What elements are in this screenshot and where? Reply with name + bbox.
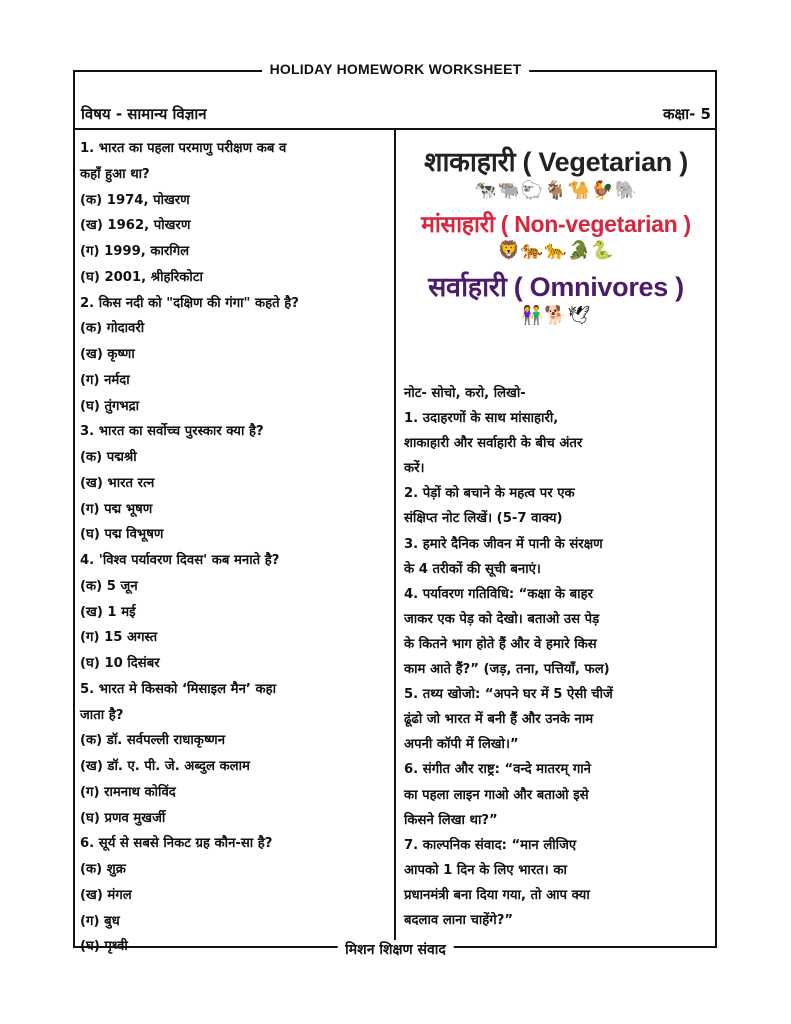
question-line: जाता है?	[80, 707, 124, 723]
option-line: (ख) डॉ. ए. पी. जे. अब्दुल कलाम	[80, 759, 250, 774]
note-line: प्रधानमंत्री बना दिया गया, तो आप क्या	[404, 887, 590, 903]
note-line: 5. तथ्य खोजो: “अपने घर में 5 ऐसी चीजें	[404, 687, 613, 703]
option-line: (घ) प्रणव मुखर्जी	[80, 810, 166, 826]
note-line: जाकर एक पेड़ को देखो। बताओ उस पेड़	[404, 611, 600, 627]
question-line: 3. भारत का सर्वोच्च पुरस्कार क्या है?	[80, 424, 264, 440]
option-line: (ख) कृष्णा	[80, 347, 135, 362]
option-line: (ग) नर्मदा	[80, 372, 130, 388]
note-line: करें।	[404, 461, 425, 477]
option-line: (क) 1974, पोखरण	[80, 192, 190, 208]
option-line: (क) पद्मश्री	[80, 450, 137, 465]
non-vegetarian-heading: मांसाहारी ( Non-vegetarian )	[421, 211, 691, 237]
note-line: बदलाव लाना चाहेंगे?”	[404, 912, 514, 928]
option-line: (ख) मंगल	[80, 887, 132, 903]
omnivore-animals-icon: 👫🐕🕊	[520, 305, 592, 326]
note-line: ढूंढो जो भारत में बनी हैं और उनके नाम	[404, 712, 594, 728]
option-line: (ख) भारत रत्न	[80, 475, 155, 491]
note-line: शाकाहारी और सर्वाहारी के बीच अंतर	[404, 436, 583, 452]
note-heading: नोट- सोचो, करो, लिखो-	[404, 386, 526, 401]
class-label: कक्षा- 5	[662, 105, 711, 123]
questions-column	[80, 136, 390, 960]
note-line: के कितने भाग होते हैं और वे हमारे किस	[404, 636, 597, 652]
option-line: (क) डॉ. सर्वपल्ली राधाकृष्णन	[80, 733, 226, 749]
question-line: कहाँ हुआ था?	[80, 166, 150, 182]
question-line: 5. भारत मे किसको ‘मिसाइल मैन’ कहा	[80, 681, 277, 697]
note-line: काम आते हैं?” (जड़, तना, पत्तियाँ, फल)	[404, 662, 610, 678]
note-line: 3. हमारे दैनिक जीवन में पानी के संरक्षण	[404, 536, 603, 552]
option-line: (ग) 1999, कारगिल	[80, 244, 190, 259]
note-line: आपको 1 दिन के लिए भारत। का	[404, 862, 567, 878]
option-line: (ग) बुध	[80, 913, 120, 929]
option-line: (ख) 1 मई	[80, 604, 136, 620]
note-line: अपनी कॉपी में लिखो।”	[404, 737, 519, 753]
option-line: (घ) 2001, श्रीहरिकोटा	[80, 269, 203, 285]
subject-label: विषय - सामान्य विज्ञान	[81, 105, 207, 123]
question-line: 1. भारत का पहला परमाणु परीक्षण कब व	[80, 141, 287, 156]
herbivore-animals-icon: 🐄🐃🐑🐐🐪🐓🐘	[474, 180, 638, 201]
option-line: (क) 5 जून	[80, 578, 138, 594]
note-line: किसने लिखा था?”	[404, 812, 498, 828]
worksheet-title: HOLIDAY HOMEWORK WORKSHEET	[262, 61, 530, 77]
option-line: (ख) 1962, पोखरण	[80, 218, 191, 234]
note-line: के 4 तरीकों की सूची बनाएं।	[404, 561, 541, 577]
note-line: संक्षिप्त नोट लिखें। (5-7 वाक्य)	[404, 511, 563, 527]
note-line: 2. पेड़ों को बचाने के महत्व पर एक	[404, 486, 575, 502]
option-line: (क) गोदावरी	[80, 321, 145, 337]
option-line: (घ) पृथ्वी	[80, 939, 128, 955]
question-line: 4. 'विश्व पर्यावरण दिवस' कब मनाते है?	[80, 553, 280, 568]
option-line: (ग) पद्म भूषण	[80, 501, 153, 517]
option-line: (घ) 10 दिसंबर	[80, 656, 160, 671]
option-line: (घ) तुंगभद्रा	[80, 398, 140, 414]
note-line: 7. काल्पनिक संवाद: “मान लीजिए	[404, 837, 577, 853]
footer-title: मिशन शिक्षण संवाद	[337, 940, 454, 959]
column-divider	[394, 129, 396, 948]
carnivore-animals-icon: 🦁🐅🐆🐊🐍	[497, 240, 615, 261]
omnivores-heading: सर्वाहारी ( Omnivores )	[428, 272, 684, 302]
question-line: 6. सूर्य से सबसे निकट ग्रह कौन-सा है?	[80, 836, 273, 852]
note-line: 4. पर्यावरण गतिविधि: “कक्षा के बाहर	[404, 586, 593, 602]
option-line: (ग) 15 अगस्त	[80, 630, 158, 646]
note-line: 6. संगीत और राष्ट्र: “वन्दे मातरम् गाने	[404, 762, 592, 778]
notes-column	[404, 381, 712, 933]
option-line: (घ) पद्म विभूषण	[80, 527, 164, 543]
header-row	[73, 100, 717, 130]
diet-categories	[398, 136, 714, 330]
option-line: (क) शुक्र	[80, 862, 126, 877]
note-line: 1. उदाहरणों के साथ मांसाहारी,	[404, 411, 559, 427]
question-line: 2. किस नदी को "दक्षिण की गंगा" कहते है?	[80, 295, 299, 311]
note-line: का पहला लाइन गाओ और बताओ इसे	[404, 787, 589, 803]
option-line: (ग) रामनाथ कोविंद	[80, 784, 176, 800]
vegetarian-heading: शाकाहारी ( Vegetarian )	[424, 147, 688, 177]
